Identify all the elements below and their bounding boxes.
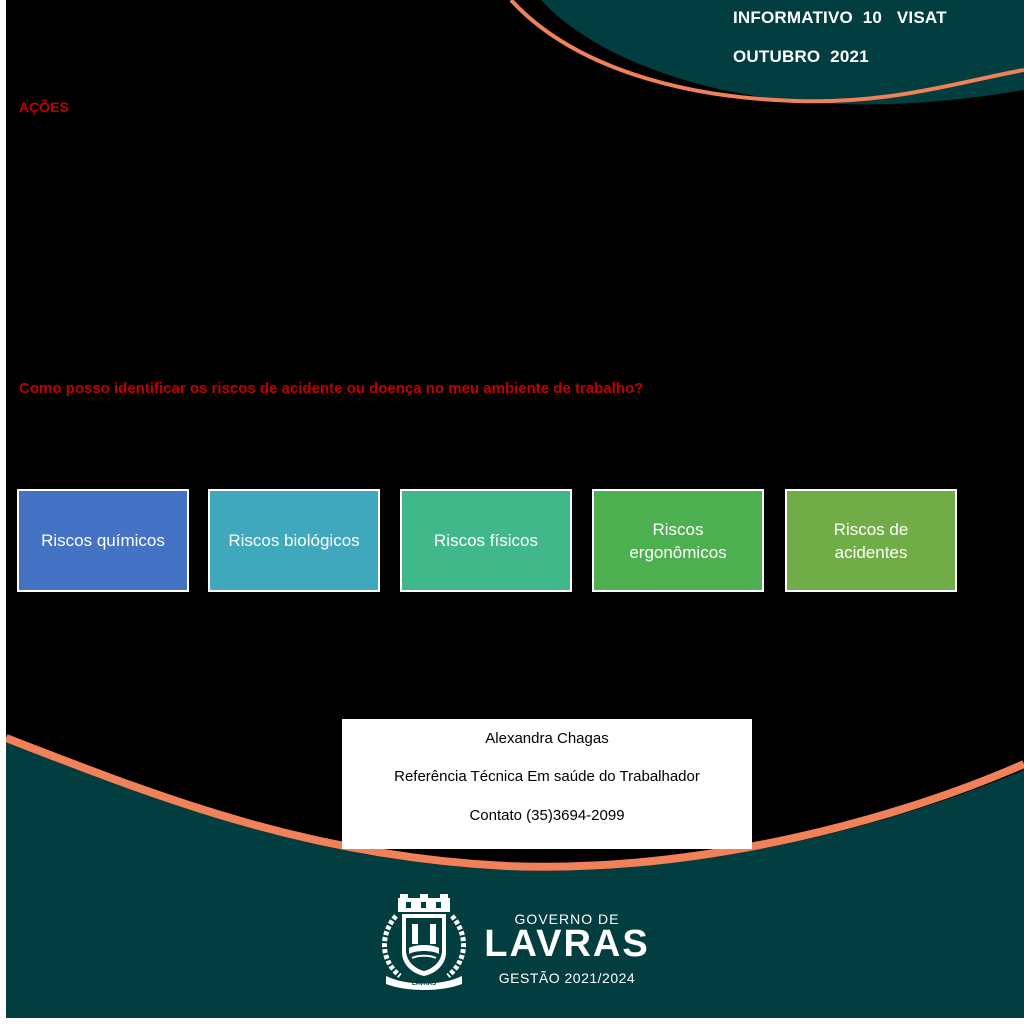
risk-label: Riscos físicos (434, 531, 538, 550)
risk-box-ergonomic (592, 489, 764, 592)
risk-label: Riscos biológicos (228, 531, 360, 550)
risk-box-biological (208, 489, 380, 592)
section-title: AÇÕES (19, 99, 69, 115)
contact-phone: Contato (35)3694-2099 (469, 807, 625, 824)
contact-name: Alexandra Chagas (485, 730, 609, 747)
risk-label: Riscos químicos (41, 531, 165, 550)
coat-of-arms-icon (378, 894, 470, 990)
newsletter-title: INFORMATIVO 10 VISAT (733, 8, 947, 27)
government-label: GOVERNO DE (514, 911, 620, 927)
contact-role: Referência Técnica Em saúde do Trabalhador (394, 768, 700, 785)
question-heading: Como posso identificar os riscos de acidente ou doença no meu ambiente de trabalho? (19, 380, 644, 397)
risk-box-accidents (785, 489, 957, 592)
risk-label: Riscos de acidentes (833, 519, 909, 562)
risk-box-physical (400, 489, 572, 592)
risk-box-chemical (17, 489, 189, 592)
risk-label: Riscos ergonômicos (629, 519, 727, 562)
document-page (6, 0, 1024, 1018)
logo-ribbon-text: LAVRAS (411, 981, 437, 987)
city-name: LAVRAS (484, 923, 650, 965)
contact-card (342, 719, 752, 849)
administration-term: GESTÃO 2021/2024 (498, 970, 636, 986)
newsletter-date: OUTUBRO 2021 (733, 47, 869, 66)
